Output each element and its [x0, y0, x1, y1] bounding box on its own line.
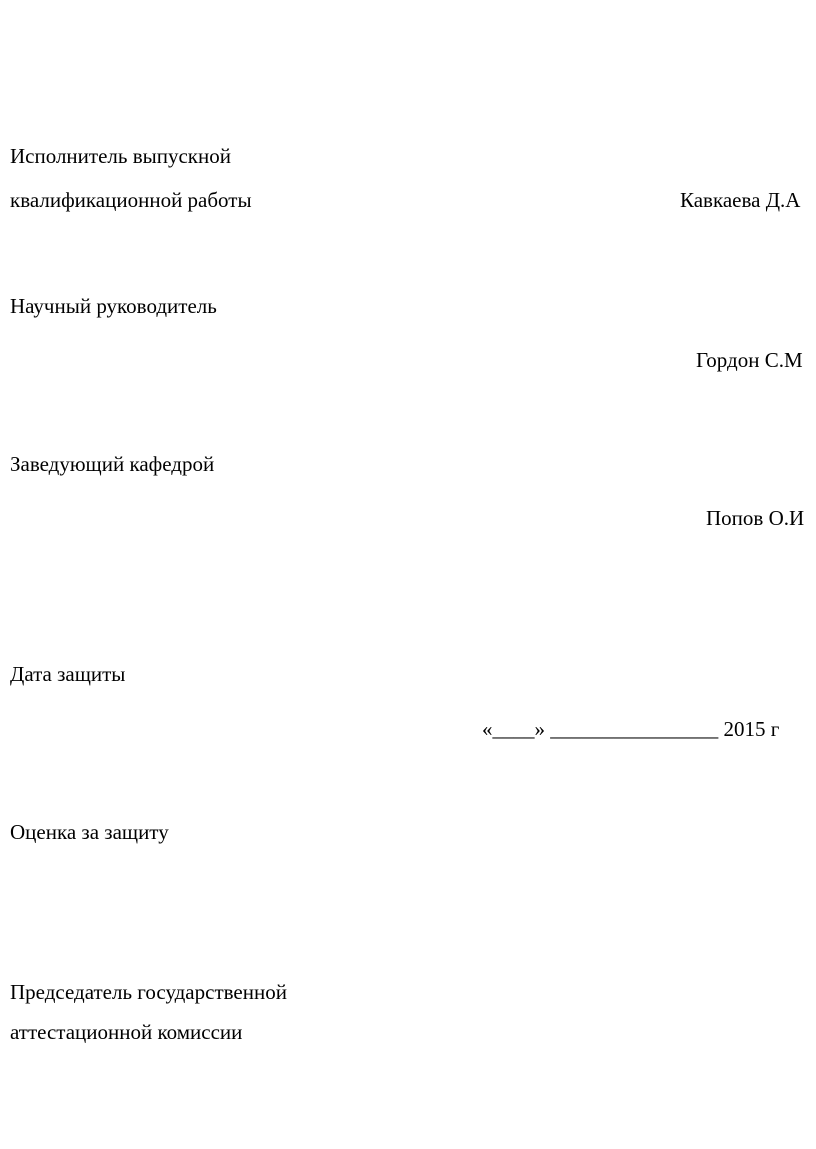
supervisor-name: Гордон С.М	[696, 348, 803, 372]
executor-name: Кавкаева Д.А	[680, 188, 801, 212]
commission-chair-label-line1: Председатель государственной	[10, 980, 287, 1004]
commission-chair-label-line2: аттестационной комиссии	[10, 1020, 243, 1044]
defense-date-value: «____» ________________ 2015 г	[482, 717, 780, 741]
executor-label-line1: Исполнитель выпускной	[10, 144, 231, 168]
head-of-department-name: Попов О.И	[706, 506, 805, 530]
executor-label-line2: квалификационной работы	[10, 188, 252, 212]
defense-date-label: Дата защиты	[10, 662, 126, 686]
supervisor-label: Научный руководитель	[10, 294, 217, 318]
defense-grade-label: Оценка за защиту	[10, 820, 169, 844]
head-of-department-label: Заведующий кафедрой	[10, 452, 215, 476]
